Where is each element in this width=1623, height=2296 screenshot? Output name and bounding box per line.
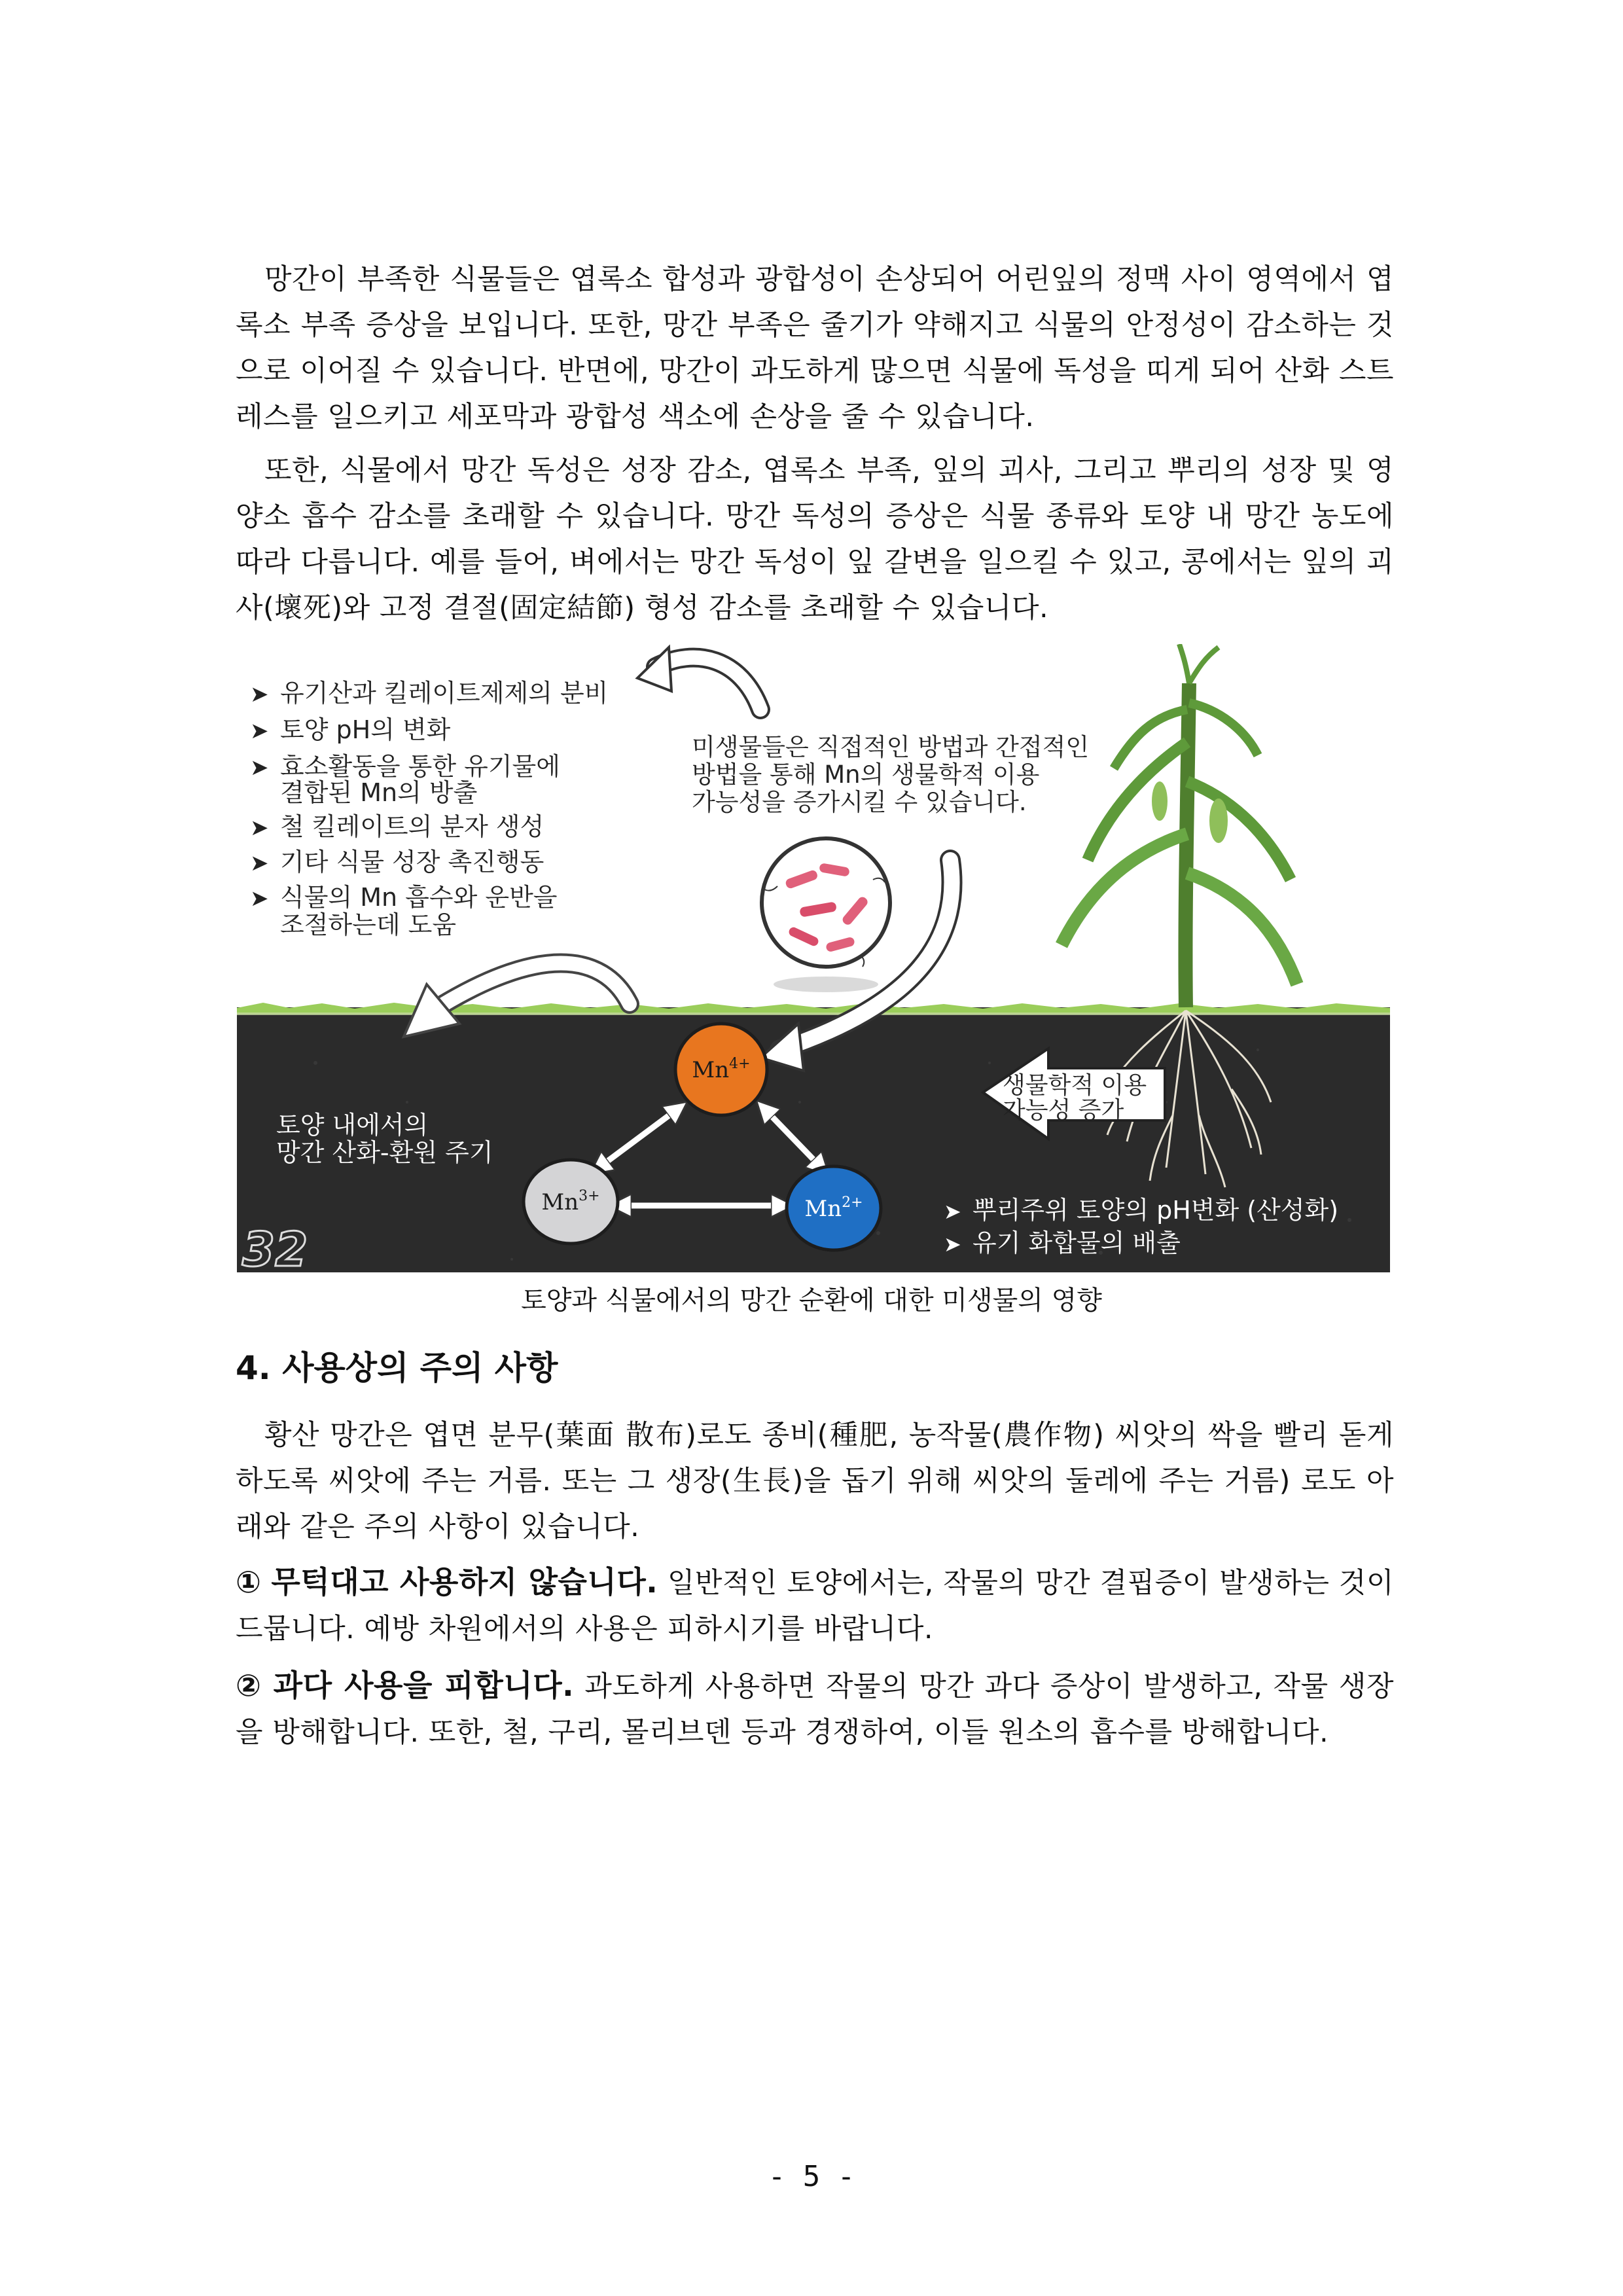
list-arrow-icon: ➤ — [944, 1199, 961, 1224]
list-item: 식물의 Mn 흡수와 운반을 — [280, 883, 558, 912]
caution-text: 일반적인 토양에서는, 작물의 망간 결핍증이 발생하는 것이 드뭅니다. 예방 차원에서의 사용은 피하시기를 바랍니다. — [236, 1567, 1395, 1645]
figure-caption: 토양과 식물에서의 망간 순환에 대한 미생물의 영향 — [521, 1285, 1102, 1316]
section-heading: 4. 사용상의 주의 사항 — [236, 1349, 558, 1387]
ion-mn2 — [787, 1166, 881, 1250]
list-item: 뿌리주위 토양의 pH변화 (산성화) — [972, 1196, 1339, 1225]
list-item: 결합된 Mn의 방출 — [280, 778, 478, 807]
page-number: - 5 - — [768, 2160, 855, 2193]
ion-mn4 — [675, 1024, 767, 1115]
list-arrow-icon: ➤ — [250, 681, 269, 708]
list-item: 철 킬레이트의 분자 생성 — [280, 812, 544, 841]
figure-number: 32 — [242, 1222, 308, 1272]
list-arrow-icon: ➤ — [250, 755, 269, 781]
bacteria-icon — [762, 838, 890, 992]
list-item: 토양 pH의 변화 — [280, 715, 451, 744]
svg-text:가능성을 증가시킬 수 있습니다.: 가능성을 증가시킬 수 있습니다. — [692, 788, 1027, 816]
svg-text:망간 산화-환원 주기: 망간 산화-환원 주기 — [276, 1138, 493, 1167]
caution-marker: ① — [236, 1564, 262, 1600]
svg-text:방법을 통해 Mn의 생물학적 이용: 방법을 통해 Mn의 생물학적 이용 — [692, 761, 1040, 789]
list-arrow-icon: ➤ — [250, 886, 269, 912]
svg-text:Mn4+: $Mn^{4+}$ — [692, 1056, 751, 1083]
svg-text:미생물들은 직접적인 방법과 간접적인: 미생물들은 직접적인 방법과 간접적인 — [692, 733, 1090, 761]
caution-text: 과도하게 사용하면 작물의 망간 과다 증상이 발생하고, 작물 생장을 방해합니다. 또한, 철, 구리, 몰리브덴 등과 경쟁하여, 이들 원소의 흡수를 방해합니다. — [236, 1670, 1394, 1749]
caution-title: 무턱대고 사용하지 않습니다. — [271, 1564, 658, 1600]
svg-text:Mn2+: $Mn^{2+}$ — [804, 1194, 863, 1222]
caution-marker: ② — [236, 1668, 263, 1703]
microbe-note — [692, 733, 1089, 816]
svg-text:가능성 증가: 가능성 증가 — [1003, 1097, 1124, 1124]
paragraph-manganese-deficiency: 망간이 부족한 식물들은 엽록소 합성과 광합성이 손상되어 어린잎의 정맥 사이 영역에서 엽록소 부족 증상을 보입니다. 또한, 망간 부족은 줄기가 약해지고 식물의 안정성이 감소하는 것으로 이어질 수 있습니다. 반면에, 망간이 과도하게 많으면 식물에 독성을 띠게 되어 산화 스트레스를 일으키고 세포막과 광합성 색소에 손상을 줄 수 있습니다. — [236, 263, 1394, 433]
list-item: 조절하는데 도움 — [280, 910, 457, 939]
caution-item-2 — [236, 1662, 1394, 1755]
list-item: 유기 화합물의 배출 — [972, 1229, 1181, 1257]
manganese-cycle-figure — [237, 644, 1390, 1272]
list-arrow-icon: ➤ — [250, 718, 269, 744]
caution-item-1 — [236, 1559, 1394, 1652]
arrowhead-icon — [637, 647, 671, 691]
list-item: 효소활동을 통한 유기물에 — [280, 752, 560, 781]
list-item: 유기산과 킬레이트제제의 분비 — [280, 679, 609, 708]
list-arrow-icon: ➤ — [944, 1232, 961, 1257]
svg-text:생물학적 이용: 생물학적 이용 — [1003, 1072, 1147, 1099]
paragraph-manganese-toxicity: 또한, 식물에서 망간 독성은 성장 감소, 엽록소 부족, 잎의 괴사, 그리고 뿌리의 성장 및 영양소 흡수 감소를 초래할 수 있습니다. 망간 독성의 증상은 식물 종류와 토양 내 망간 농도에 따라 다릅니다. 예를 들어, 벼에서는 망간 독성이 잎 갈변을 일으킬 수 있고, 콩에서는 잎의 괴사(壞死)와 고정 결절(固定結節) 형성 감소를 초래할 수 있습니다. — [236, 454, 1394, 624]
ion-mn3 — [524, 1160, 618, 1244]
paragraph-usage-intro: 황산 망간은 엽면 분무(葉面 散布)로도 종비(種肥, 농작물(農作物) 씨앗의 싹을 빨리 돋게 하도록 씨앗에 주는 거름. 또는 그 생장(生長)을 돕기 위해 씨앗의 둘레에 주는 거름) 로도 아래와 같은 주의 사항이 있습니다. — [236, 1419, 1394, 1543]
list-item: 기타 식물 성장 촉진행동 — [280, 848, 544, 876]
svg-text:Mn3+: $Mn^{3+}$ — [541, 1188, 600, 1215]
caution-title: 과다 사용을 피합니다. — [273, 1668, 575, 1703]
microbe-effects-list — [250, 679, 608, 939]
list-arrow-icon: ➤ — [250, 815, 269, 841]
list-arrow-icon: ➤ — [250, 850, 269, 876]
svg-text:토양 내에서의: 토양 내에서의 — [276, 1111, 429, 1139]
